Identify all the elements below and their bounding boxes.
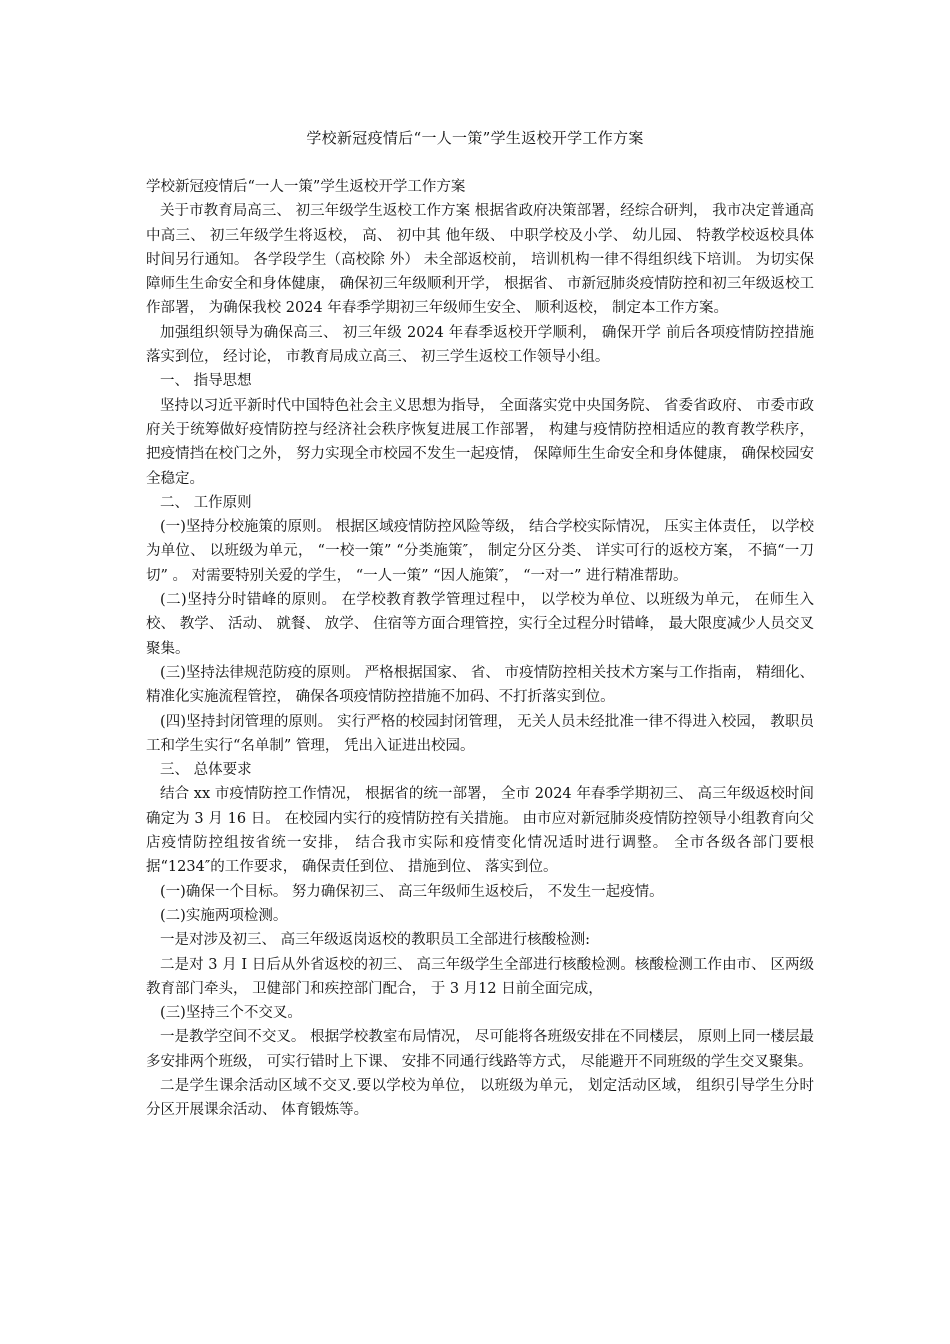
paragraph: 二是对 3 月 I 日后从外省返校的初三、 高三年级学生全部进行核酸检测。核酸检测工作由市、 区两级教育部门牵头， 卫健部门和疾控部门配合， 于 3 月12 日前全面完成，	[146, 956, 814, 997]
paragraph: (一)确保一个目标。 努力确保初三、 高三年级师生返校后， 不发生一起疫情。	[160, 883, 664, 900]
paragraph: 加强组织领导为确保高三、 初三年级 2024 年春季返校开学顺利， 确保开学 前后各项疫情防控措施落实到位， 经讨论， 市教育局成立高三、 初三学生返校工作领导小组。	[146, 324, 814, 366]
paragraph: (三)坚持三个不交叉。	[160, 1005, 302, 1022]
section-heading: 二、 工作原则	[160, 494, 252, 511]
document-title: 学校新冠疫情后“一人一策”学生返校开学工作方案	[306, 129, 644, 147]
section-heading: 一、 指导思想	[160, 373, 252, 390]
paragraph: (二)实施两项检测。	[160, 907, 288, 924]
paragraph: 结合 xx 市疫情防控工作情况， 根据省的统一部署， 全市 2024 年春季学期初三、 高三年级返校时间确定为 3 月 16 日。 在校园内实行的疫情防控有关措施。 由市应对新冠肺炎疫情防控领导小组教育向父店疫情防控组按省统一安排， 结合我市实际和疫情变化情况适时进行调整。 全市各级各部门要根据“1234″的工作要求， 确保责任到位、 措施到位、 落实到位。	[146, 786, 814, 876]
paragraph: 关于市教育局高三、 初三年级学生返校工作方案 根据省政府决策部署，经综合研判， 我市决定普通高中高三、 初三年级学生将返校， 高、 初中其 他年级、 中职学校及小学、 幼儿园、 特教学校返校具体时间另行通知。 各学段学生（高校除 外） 未全部返校前， 培训机构一律不得组织线下培训。 为切实保障师生生命安全和身体健康， 确保初三年级顺利开学， 根据省、 市新冠肺炎疫情防控和初三年级返校工作部署， 为确保我校 2024 年春季学期初三年级师生安全、 顺利返校， 制定本工作方案。	[146, 203, 814, 317]
paragraph: (三)坚持法律规范防疫的原则。 严格根据国家、 省、 市疫情防控相关技术方案与工作指南， 精细化、 精准化实施流程管控， 确保各项疫情防控措施不加码、不打折落实到位。	[146, 664, 814, 706]
paragraph: 二是学生课余活动区域不交叉.要以学校为单位， 以班级为单元， 划定活动区域， 组织引导学生分时分区开展课余活动、 体育锻炼等。	[146, 1077, 814, 1119]
paragraph: (一)坚持分校施策的原则。 根据区域疫情防控风险等级， 结合学校实际情况， 压实主体责任， 以学校为单位、 以班级为单元， “一校一策” “分类施策″， 制定分区分类、 详实可行的返校方案， 不搞“一刀切” 。 对需要特别关爱的学生， “一人一策” “因人施策″， “一对一” 进行精准帮助。	[146, 519, 815, 584]
paragraph: (四)坚持封闭管理的原则。 实行严格的校园封闭管理， 无关人员未经批准一律不得进入校园， 教职员工和学生实行“名单制” 管理， 凭出入证进出校园。	[146, 713, 814, 754]
document-body	[146, 175, 814, 1123]
paragraph: 一是对涉及初三、 高三年级返岗返校的教职员工全部进行核酸检测:	[160, 932, 590, 949]
paragraph: 坚持以习近平新时代中国特色社会主义思想为指导， 全面落实党中央国务院、 省委省政府、 市委市政府关于统筹做好疫情防控与经济社会秩序恢复进展工作部署， 构建与疫情防控相适应的教育教学秩序， 把疫情挡在校门之外， 努力实现全市校园不发生一起疫情， 保障师生生命安全和身体健康， 确保校园安全稳定。	[146, 397, 814, 487]
paragraph: 学校新冠疫情后“一人一策”学生返校开学工作方案	[146, 179, 466, 195]
section-heading: 三、 总体要求	[160, 762, 252, 779]
paragraph: (二)坚持分时错峰的原则。 在学校教育教学管理过程中， 以学校为单位、以班级为单元， 在师生入校、 教学、 活动、 就餐、 放学、 住宿等方面合理管控，实行全过程分时错峰， 最大限度减少人员交叉聚集。	[146, 592, 814, 657]
paragraph: 一是教学空间不交叉。 根据学校教室布局情况， 尽可能将各班级安排在不同楼层， 原则上同一楼层最多安排两个班级， 可实行错时上下课、 安排不同通行线路等方式， 尽能避开不同班级的学生交叉聚集。	[146, 1029, 814, 1070]
